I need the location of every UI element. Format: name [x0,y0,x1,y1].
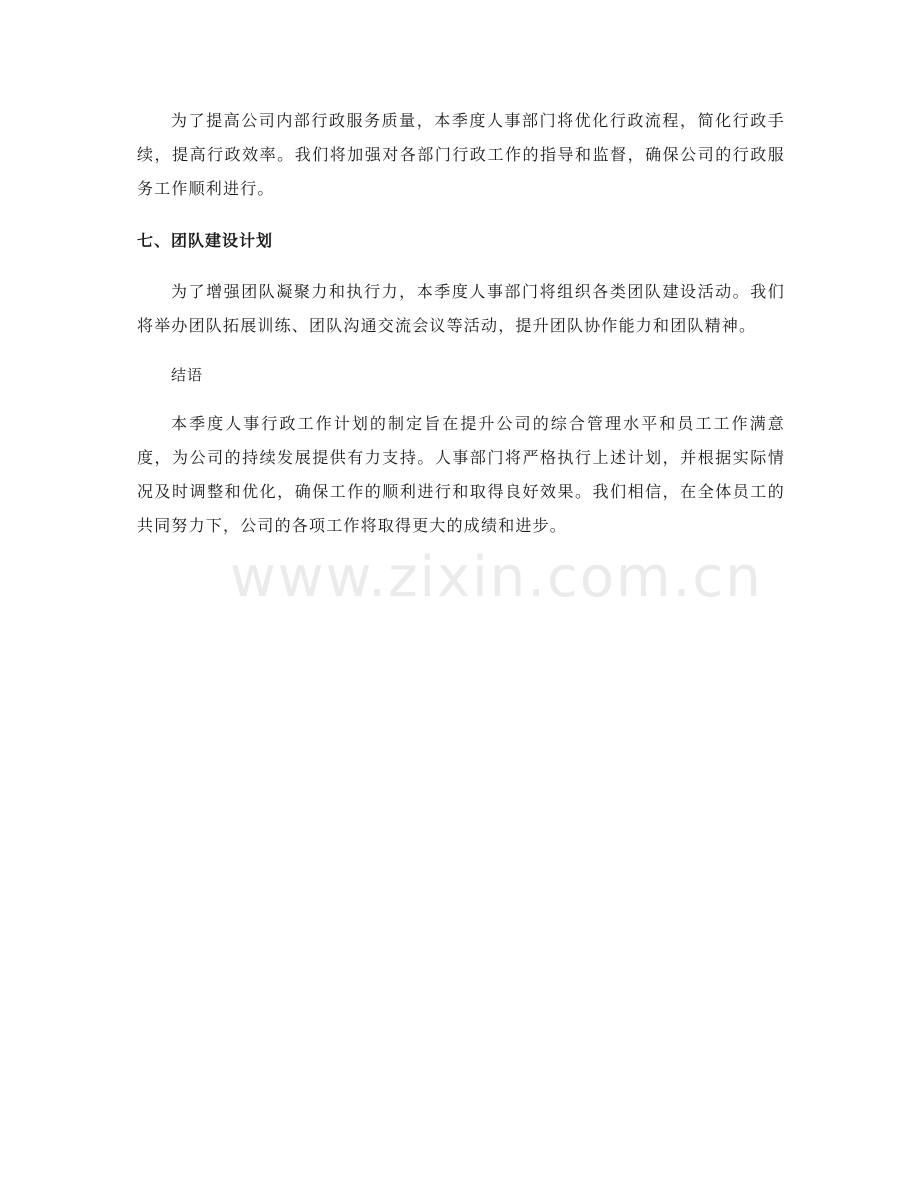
section-heading-team-building: 七、团队建设计划 [137,231,274,250]
paragraph-team-building: 为了增强团队凝聚力和执行力，本季度人事部门将组织各类团队建设活动。我们将举办团队拓展训练、团队沟通交流会议等活动，提升团队协作能力和团队精神。 [137,282,785,335]
closing-title: 结语 [171,366,204,384]
paragraph-closing: 本季度人事行政工作计划的制定旨在提升公司的综合管理水平和员工工作满意度，为公司的持续发展提供有力支持。人事部门将严格执行上述计划，并根据实际情况及时调整和优化，确保工作的顺利进行和取得良好效果。我们相信，在全体员工的共同努力下，公司的各项工作将取得更大的成绩和进步。 [137,414,785,535]
document-page [137,104,785,543]
watermark-text: www.zixin.com.cn [230,545,763,610]
paragraph-admin-service: 为了提高公司内部行政服务质量，本季度人事部门将优化行政流程，简化行政手续，提高行政效率。我们将加强对各部门行政工作的指导和监督，确保公司的行政服务工作顺利进行。 [137,111,785,198]
